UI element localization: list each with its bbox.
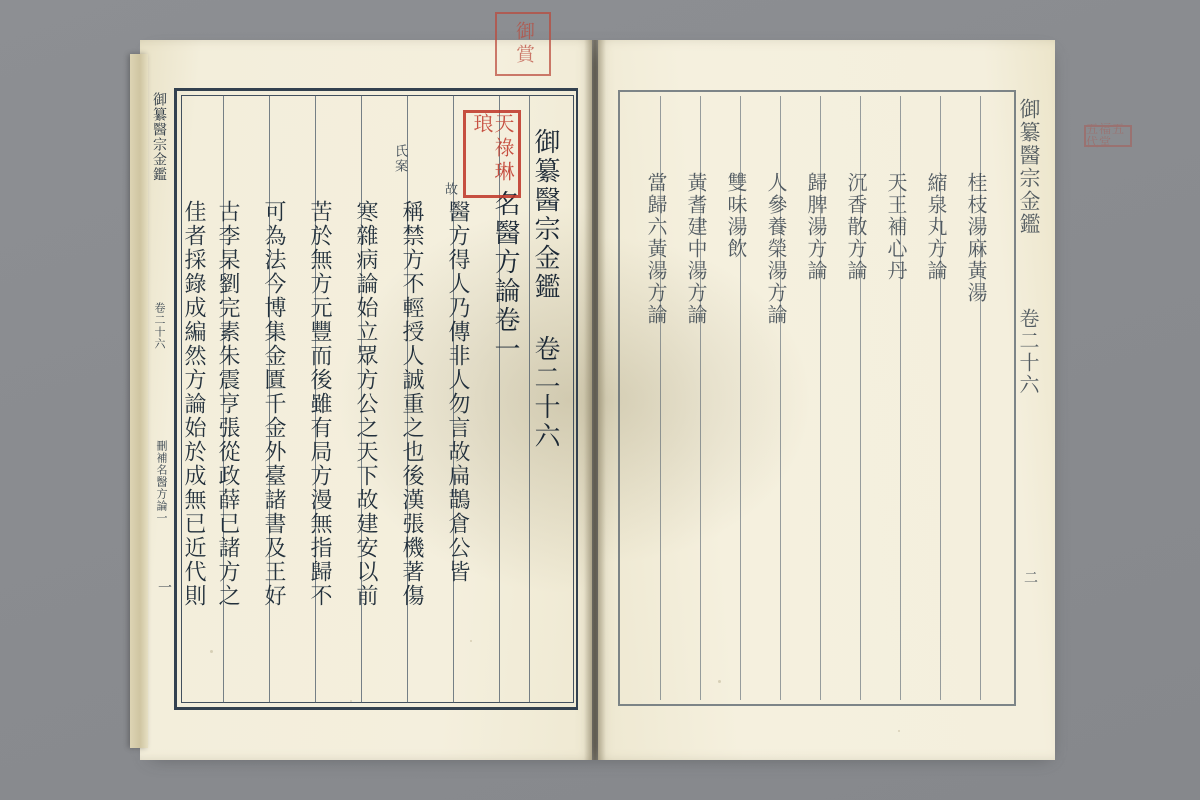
- left-page-text-column-2: 稱禁方不輕授人誠重之也後漢張機著傷: [399, 200, 424, 608]
- left-margin-book-title: 御纂醫宗金鑑: [151, 92, 167, 182]
- left-page-text-column-7: 佳者採錄成編然方論始於成無已近代則: [181, 200, 206, 608]
- book-gutter: [584, 40, 606, 760]
- right-page-toc-item-6: 人參養榮湯方論: [764, 172, 788, 326]
- right-page-toc-item-4: 沉香散方論: [844, 172, 868, 282]
- right-page-toc-item-5: 歸脾湯方論: [804, 172, 828, 282]
- centerfold-mark-2: 故: [442, 182, 457, 197]
- collector-seal: 天祿琳琅: [463, 110, 521, 198]
- right-margin-book-title: 御纂醫宗金鑑: [1017, 98, 1041, 236]
- paper-speckle: [350, 700, 352, 702]
- left-page-text-column-1: 醫方得人乃傳非人勿言故扁鵲倉公皆: [445, 200, 470, 584]
- left-page-outer-edge: [130, 54, 148, 748]
- paper-speckle: [718, 680, 721, 683]
- centerfold-mark-1: 氏案: [392, 144, 407, 174]
- open-book: [140, 21, 1126, 760]
- left-page-text-column-4: 苦於無方元豐而後雖有局方漫無指歸不: [307, 200, 332, 608]
- paper-speckle: [470, 640, 472, 642]
- right-page-toc-item-3: 天王補心丹: [884, 172, 908, 282]
- right-page-toc-item-1: 桂枝湯麻黃湯: [964, 172, 988, 304]
- paper-speckle: [898, 730, 900, 732]
- left-page-number: 一: [156, 580, 172, 594]
- left-page-text-column-6: 古李杲劉完素朱震亨張從政薛已諸方之: [215, 200, 240, 608]
- right-page-toc-item-9: 當歸六黃湯方論: [644, 172, 668, 326]
- left-page-subtitle-column: 名醫方論卷一: [490, 190, 520, 364]
- right-page-number: 二: [1022, 570, 1038, 584]
- faint-seal-right: 五福五代堂: [1084, 125, 1132, 147]
- left-page-text-column-5: 可為法今博集金匱千金外臺諸書及王好: [261, 200, 286, 608]
- left-margin-sub-note: 刪補名醫方論一: [155, 440, 168, 524]
- paper-speckle: [210, 650, 213, 653]
- right-page-toc-item-2: 縮泉丸方論: [924, 172, 948, 282]
- right-page: [598, 40, 1126, 760]
- left-page-text-column-3: 寒雜病論始立眾方公之天下故建安以前: [353, 200, 378, 608]
- top-edge-seal: 御賞: [495, 12, 551, 76]
- right-page-toc-item-7: 雙味湯飲: [724, 172, 748, 260]
- left-margin-volume-note: 卷二十六: [153, 302, 166, 350]
- right-margin-volume-note: 卷二十六: [1016, 308, 1040, 396]
- right-page-toc-item-8: 黃耆建中湯方論: [684, 172, 708, 326]
- left-page: [140, 21, 592, 760]
- left-page-title-column: 御纂醫宗金鑑 卷二十六: [530, 128, 560, 451]
